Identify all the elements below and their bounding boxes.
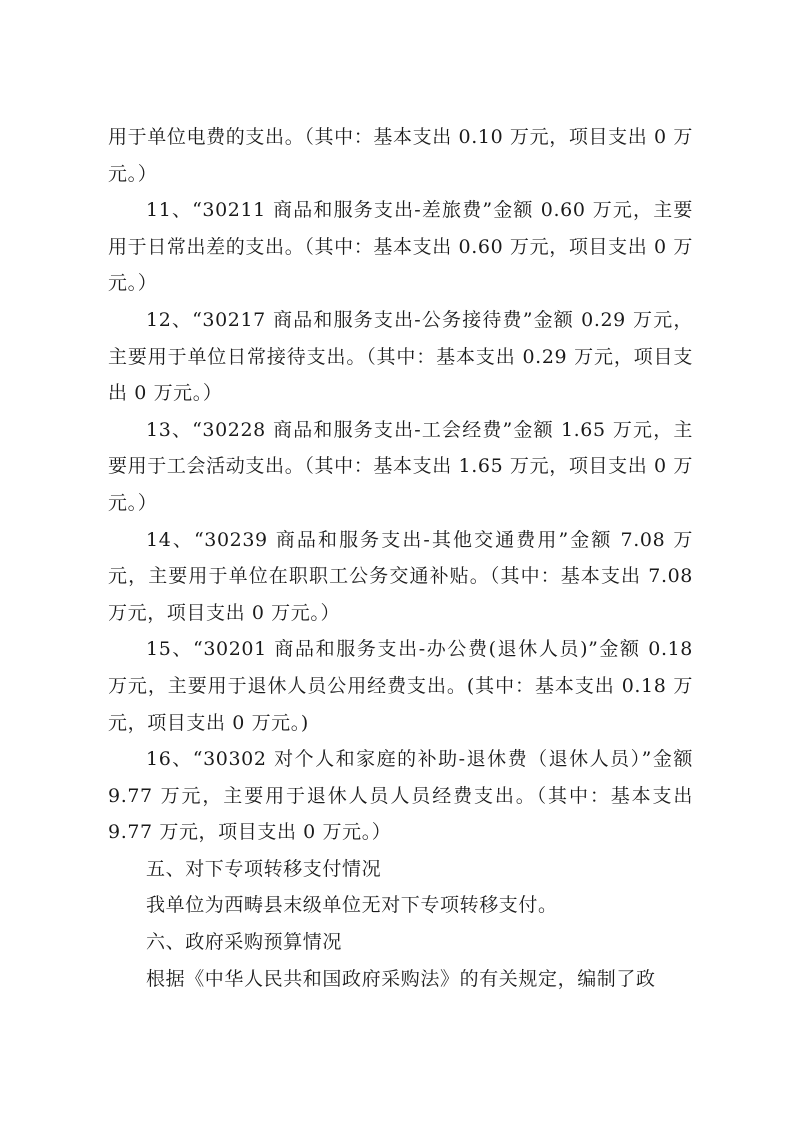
section-heading-transfer-payments: 五、对下专项转移支付情况 [146, 857, 382, 880]
paragraph-electricity-continued: 用于单位电费的支出。（其中：基本支出 0.10 万元，项目支出 0 万元。） [108, 126, 693, 185]
paragraph-procurement: 根据《中华人民共和国政府采购法》的有关规定，编制了政 [146, 967, 656, 990]
paragraph-item-13-union: 13、“30228 商品和服务支出-工会经费”金额 1.65 万元，主要用于工会活动支出。（其中：基本支出 1.65 万元，项目支出 0 万元。） [108, 418, 693, 514]
paragraph-item-11-travel: 11、“30211 商品和服务支出-差旅费”金额 0.60 万元，主要用于日常出差的支出。（其中：基本支出 0.60 万元，项目支出 0 万元。） [108, 199, 693, 295]
paragraph-item-16-retirement: 16、“30302 对个人和家庭的补助-退休费（退休人员）”金额 9.77 万元，主要用于退休人员人员经费支出。（其中：基本支出 9.77 万元，项目支出 0 万元。） [108, 748, 693, 844]
document-body [108, 119, 693, 997]
section-heading-procurement: 六、政府采购预算情况 [146, 931, 343, 954]
paragraph-item-12-reception: 12、“30217 商品和服务支出-公务接待费”金额 0.29 万元，主要用于单位日常接待支出。（其中：基本支出 0.29 万元，项目支出 0 万元。） [108, 308, 693, 405]
paragraph-item-14-transport: 14、“30239 商品和服务支出-其他交通费用”金额 7.08 万元，主要用于单位在职职工公务交通补贴。（其中：基本支出 7.08 万元，项目支出 0 万元。） [108, 528, 693, 624]
paragraph-item-15-office-retired: 15、“30201 商品和服务支出-办公费(退休人员)”金额 0.18 万元，主要用于退休人员公用经费支出。(其中：基本支出 0.18 万元，项目支出 0 万元。) [108, 638, 693, 734]
paragraph-transfer-payments: 我单位为西畴县末级单位无对下专项转移支付。 [146, 894, 558, 917]
